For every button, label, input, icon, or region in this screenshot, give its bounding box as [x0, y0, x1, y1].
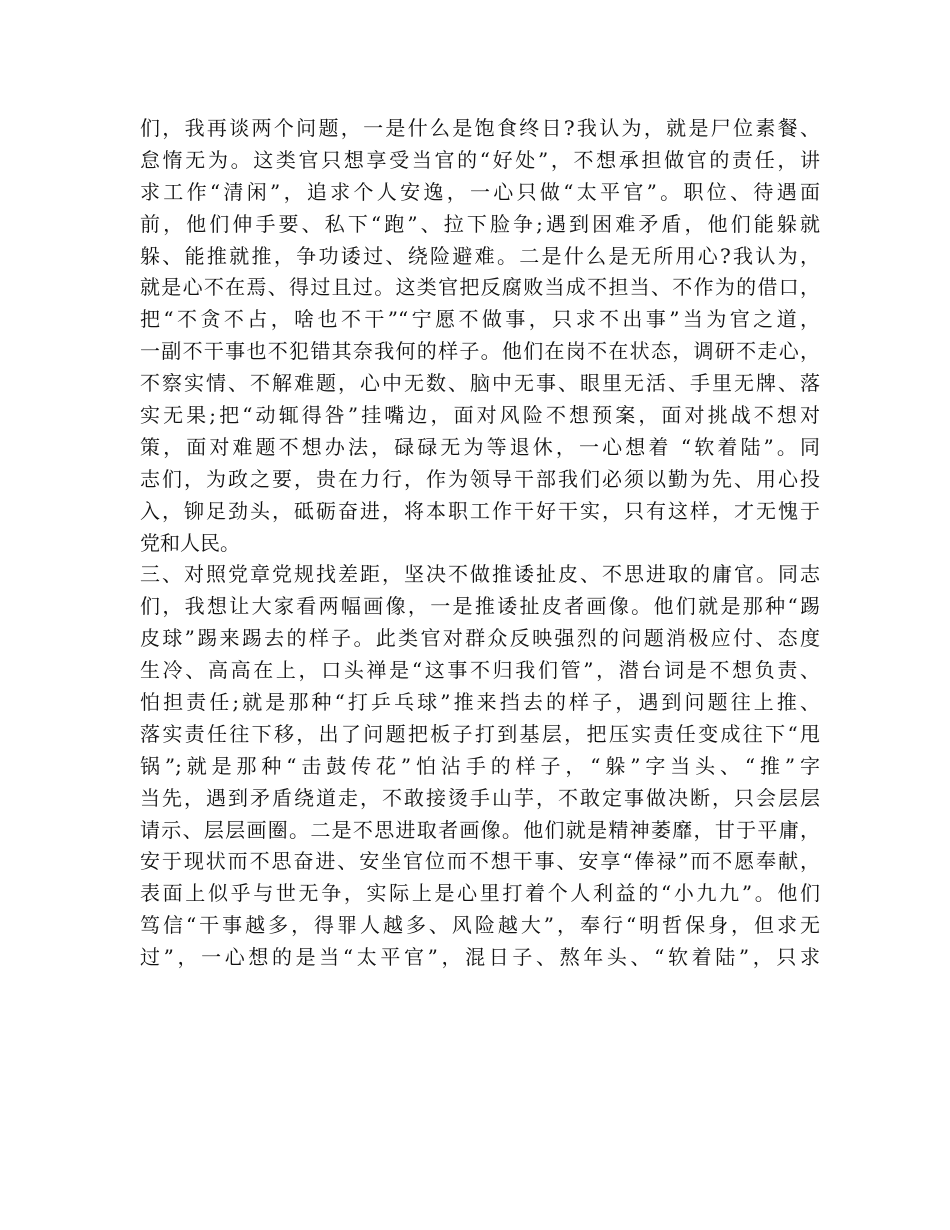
text-line: 躲、能推就推，争功诿过、绕险避难。二是什么是无所用心?我认为， [140, 243, 820, 268]
text-line: 生冷、高高在上，口头禅是“这事不归我们管”，潜台词是不想负责、 [140, 658, 820, 683]
text-line: 不察实情、不解难题，心中无数、脑中无事、眼里无活、手里无牌、落 [140, 371, 820, 396]
text-line: 皮球”踢来踢去的样子。此类官对群众反映强烈的问题消极应付、态度 [140, 626, 820, 651]
text-line: 们，我再谈两个问题，一是什么是饱食终日?我认为，就是尸位素餐、 [140, 116, 820, 140]
text-line: 当先，遇到矛盾绕道走，不敢接烫手山芋，不敢定事做决断，只会层层 [140, 785, 820, 810]
text-line: 锅”;就是那种“击鼓传花”怕沾手的样子，“躲”字当头、“推”字 [140, 753, 820, 778]
text-line: 怠惰无为。这类官只想享受当官的“好处”，不想承担做官的责任，讲 [140, 147, 820, 172]
text-line: 请示、层层画圈。二是不思进取者画像。他们就是精神萎靡，甘于平庸， [140, 817, 820, 842]
text-line: 把“不贪不占，啥也不干”“宁愿不做事，只求不出事”当为官之道， [140, 307, 820, 332]
text-line: 过”，一心想的是当“太平官”，混日子、熬年头、“软着陆”，只求 [140, 945, 820, 970]
text-line: 安于现状而不思奋进、安坐官位而不想干事、安享“俸禄”而不愿奉献， [140, 849, 820, 874]
text-line: 一副不干事也不犯错其奈我何的样子。他们在岗不在状态，调研不走心， [140, 339, 820, 364]
text-line: 实无果;把“动辄得咎”挂嘴边，面对风险不想预案，面对挑战不想对 [140, 403, 820, 428]
text-line: 笃信“干事越多，得罪人越多、风险越大”，奉行“明哲保身，但求无 [140, 913, 820, 938]
text-line: 落实责任往下移，出了问题把板子打到基层，把压实责任变成往下“甩 [140, 721, 820, 746]
text-line: 志们，为政之要，贵在力行，作为领导干部我们必须以勤为先、用心投 [140, 466, 820, 491]
text-line: 表面上似乎与世无争，实际上是心里打着个人利益的“小九九”。他们 [140, 881, 820, 906]
text-line: 们，我想让大家看两幅画像，一是推诿扯皮者画像。他们就是那种“踢 [140, 594, 820, 619]
text-line: 怕担责任;就是那种“打乒乓球”推来挡去的样子，遇到问题往上推、 [140, 690, 820, 715]
text-line: 入，铆足劲头，砥砺奋进，将本职工作干好干实，只有这样，才无愧于 [140, 498, 820, 523]
text-line: 前，他们伸手要、私下“跑”、拉下脸争;遇到困难矛盾，他们能躲就 [140, 211, 820, 236]
text-line: 就是心不在焉、得过且过。这类官把反腐败当成不担当、不作为的借口， [140, 275, 820, 300]
text-line: 求工作“清闲”，追求个人安逸，一心只做“太平官”。职位、待遇面 [140, 179, 820, 204]
text-line: 三、对照党章党规找差距，坚决不做推诿扯皮、不思进取的庸官。同志 [140, 562, 820, 587]
text-line: 党和人民。 [140, 530, 240, 555]
document-body [140, 113, 820, 974]
text-line: 策，面对难题不想办法，碌碌无为等退休，一心想着 “软着陆”。同 [140, 434, 820, 459]
